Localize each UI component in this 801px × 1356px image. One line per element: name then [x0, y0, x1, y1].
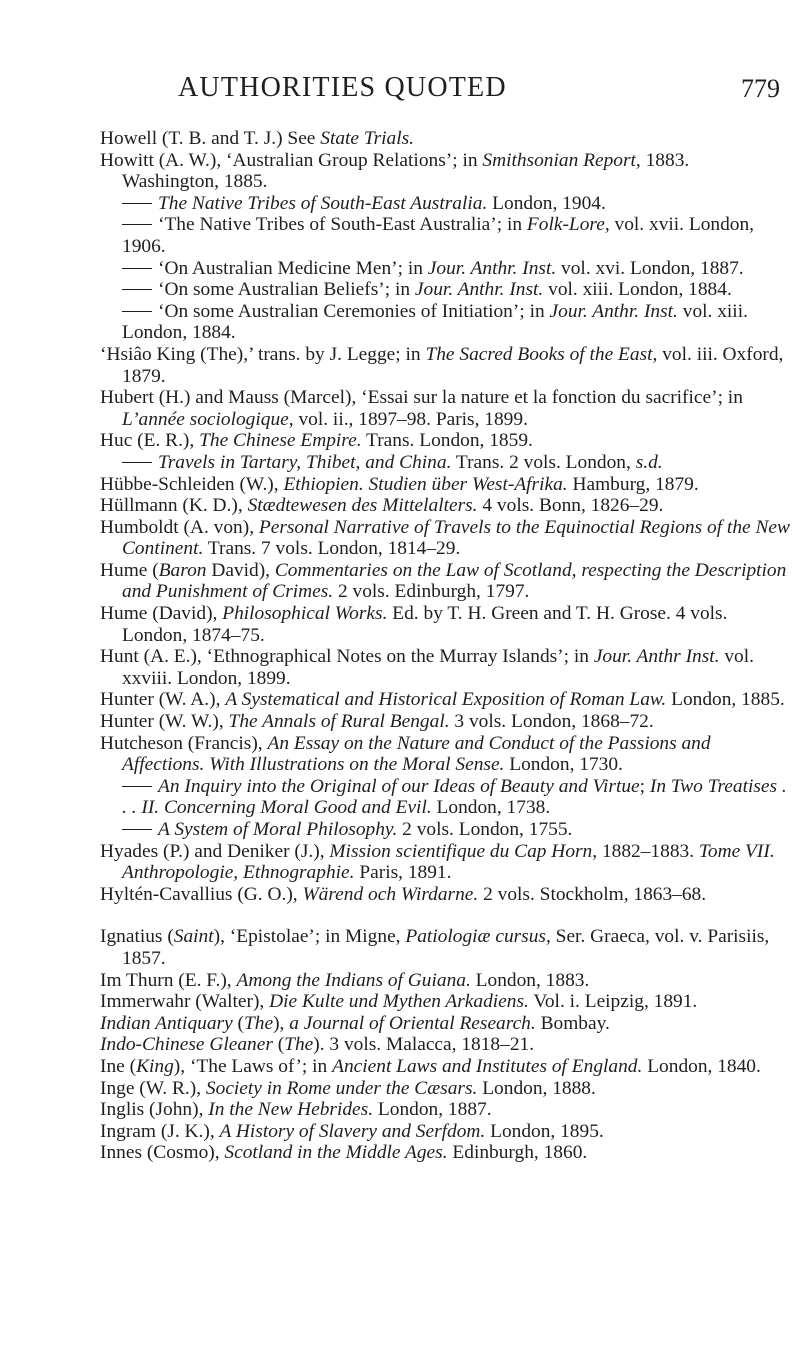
entry-text: Hyades (P.) and Deniker (J.), — [100, 840, 330, 862]
entry-text: 2 vols. London, 1755. — [397, 819, 573, 840]
entry-text: Ine ( — [100, 1055, 137, 1077]
entry-text: ‘On some Australian Ceremonies of Initiation’; in — [158, 300, 550, 322]
bibliography-entry — [100, 214, 790, 257]
entry-text: Trans. 7 vols. London, 1814–29. — [203, 538, 461, 560]
bibliography-entry — [100, 970, 790, 992]
bibliography-entry — [100, 474, 790, 496]
entry-text: ‘On some Australian Beliefs’; in — [158, 279, 415, 301]
bibliography-entry — [100, 193, 790, 215]
ditto-dash — [122, 224, 152, 225]
ditto-dash — [122, 462, 152, 463]
page-header — [100, 72, 780, 112]
entry-title-italic: s.d. — [635, 451, 663, 473]
entry-text: ), — [273, 1012, 290, 1034]
entry-text: Hunt (A. E.), ‘Ethnographical Notes on the Murray Islands’; in — [100, 646, 594, 668]
entry-text: , vol. xvii. London, 1906. — [122, 214, 755, 257]
entry-title-italic: Commentaries on the Law of Scotland, respecting the Description and Punishment of Crimes. — [122, 559, 787, 603]
entry-title-italic: King — [136, 1055, 174, 1077]
ditto-dash — [122, 311, 152, 312]
entry-title-italic: Travels in Tartary, Thibet, and China. — [158, 451, 452, 473]
entry-text: 3 vols. London, 1868–72. — [449, 711, 654, 733]
entry-title-italic: The Sacred Books of the East — [425, 343, 653, 365]
bibliography-entry — [100, 128, 790, 150]
entry-title-italic: Die Kulte und Mythen Arkadiens. — [269, 991, 529, 1013]
entry-title-italic: In the New Hebrides. — [208, 1099, 374, 1121]
bibliography-entry — [100, 884, 790, 906]
entry-text: , vol. ii., 1897–98. Paris, 1899. — [288, 408, 528, 430]
entry-title-italic: The Chinese Empire. — [199, 430, 362, 452]
entry-text: ( — [272, 1034, 285, 1056]
bibliography-entry — [100, 517, 790, 560]
entry-text: Im Thurn (E. F.), — [100, 969, 237, 991]
entry-title-italic: Mission scientifique du Cap Horn — [329, 840, 593, 862]
bibliography-entry — [100, 1121, 790, 1143]
entry-text: London, 1730. — [504, 754, 623, 776]
ditto-dash — [122, 268, 152, 269]
entry-title-italic: Stædtewesen des Mittelalters. — [247, 495, 478, 517]
bibliography-entry — [100, 387, 790, 430]
entry-text: Hyltén-Cavallius (G. O.), — [100, 883, 303, 905]
entry-text: Hume ( — [100, 559, 159, 581]
entry-title-italic: The Annals of Rural Bengal. — [228, 711, 450, 733]
entry-title-italic: Patiologiæ cursus — [405, 926, 546, 948]
entry-title-italic: Saint — [173, 926, 214, 948]
bibliography-entry — [100, 301, 790, 344]
entry-text: Immerwahr (Walter), — [100, 991, 270, 1013]
bibliography-entry — [100, 733, 790, 776]
entry-text: vol. xxviii. London, 1899. — [122, 646, 754, 689]
entry-title-italic: In Two Treatises . . . II. Concerning Moral Good and Evil. — [122, 775, 787, 819]
entry-title-italic: The Native Tribes of South-East Australia. — [158, 192, 488, 214]
bibliography-entry — [100, 926, 790, 969]
bibliography-entry — [100, 150, 790, 193]
entry-title-italic: Indian Antiquary — [100, 1012, 233, 1034]
entry-text: Inge (W. R.), — [100, 1077, 206, 1099]
entry-text: London, 1885. — [666, 689, 785, 711]
bibliography-entry — [100, 344, 790, 387]
entry-text: Ed. by T. H. Green and T. H. Grose. 4 vols. London, 1874–75. — [122, 603, 728, 646]
entry-text: Howell (T. B. and T. J.) See — [100, 128, 321, 149]
entry-text: David), — [206, 559, 275, 581]
entry-text: Hamburg, 1879. — [567, 473, 699, 495]
entry-text: Humboldt (A. von), — [100, 516, 259, 538]
entry-title-italic: Jour. Anthr. Inst. — [414, 279, 544, 301]
bibliography-entry — [100, 841, 790, 884]
page-number: 779 — [741, 74, 780, 103]
entry-title-italic: Scotland in the Middle Ages. — [224, 1142, 448, 1164]
entry-text: 2 vols. Stockholm, 1863–68. — [478, 883, 707, 905]
entry-title-italic: Personal Narrative of Travels to the Equinoctial Regions of the New Continent. — [122, 516, 790, 560]
entry-text: vol. xiii. London, 1884. — [543, 279, 732, 301]
bibliography-entry — [100, 430, 790, 452]
bibliography-entry — [100, 991, 790, 1013]
entry-text: London, 1904. — [487, 192, 606, 214]
bibliography-entry — [100, 819, 790, 841]
bibliography-entry — [100, 560, 790, 603]
bibliography-entry — [100, 495, 790, 517]
entry-title-italic: L’année sociologique — [122, 408, 289, 430]
bibliography-entry — [100, 1034, 790, 1056]
entry-title-italic: Jour. Anthr. Inst. — [427, 257, 557, 279]
entry-title-italic: Philosophical Works. — [222, 603, 388, 625]
entry-text: London, 1888. — [477, 1077, 596, 1099]
ditto-dash — [122, 203, 152, 204]
entry-text: Ingram (J. K.), — [100, 1120, 220, 1142]
entry-title-italic: Ethiopien. Studien über West-Afrika. — [283, 473, 568, 495]
bibliography-entry — [100, 603, 790, 646]
entry-text: ‘Hsiâo King (The),’ trans. by J. Legge; in — [100, 343, 426, 365]
entry-text: , Ser. Graeca, vol. v. Parisiis, 1857. — [122, 926, 770, 969]
bibliography-list — [100, 128, 790, 1164]
entry-text: ), ‘The Laws of’; in — [173, 1055, 333, 1077]
entry-text: Hubert (H.) and Mauss (Marcel), ‘Essai sur la nature et la fonction du sacrifice’; in — [100, 387, 743, 409]
entry-title-italic: Jour. Anthr Inst. — [593, 646, 720, 668]
entry-text: Innes (Cosmo), — [100, 1142, 225, 1164]
ditto-dash — [122, 829, 152, 830]
entry-title-italic: Among the Indians of Guiana. — [236, 969, 471, 991]
bibliography-entry — [100, 279, 790, 301]
entry-text: Vol. i. Leipzig, 1891. — [528, 991, 698, 1013]
bibliography-entry — [100, 1142, 790, 1164]
entry-text: London, 1840. — [642, 1055, 761, 1077]
entry-text: Inglis (John), — [100, 1099, 209, 1121]
entry-title-italic: A Systematical and Historical Exposition of Roman Law. — [225, 689, 667, 711]
entry-text: Trans. 2 vols. London, — [451, 451, 636, 473]
entry-text: Hüllmann (K. D.), — [100, 495, 248, 517]
entry-text: ; — [639, 775, 650, 797]
entry-text: vol. xvi. London, 1887. — [556, 257, 744, 279]
entry-text: Edinburgh, 1860. — [447, 1142, 588, 1164]
entry-text: 2 vols. Edinburgh, 1797. — [333, 581, 530, 603]
entry-text: ‘The Native Tribes of South-East Australia’; in — [158, 214, 527, 236]
entry-text: , 1882–1883. — [592, 840, 699, 862]
entry-title-italic: Folk-Lore — [526, 214, 605, 236]
entry-text: , vol. iii. Oxford, 1879. — [122, 343, 784, 387]
ditto-dash — [122, 289, 152, 290]
entry-title-italic: State Trials. — [320, 128, 415, 149]
bibliography-entry — [100, 776, 790, 819]
bibliography-entry — [100, 689, 790, 711]
entry-title-italic: Wärend och Wirdarne. — [302, 883, 479, 905]
bibliography-entry — [100, 1078, 790, 1100]
entry-text: ( — [232, 1012, 244, 1034]
entry-title-italic: Indo-Chinese Gleaner — [100, 1034, 273, 1056]
entry-text: Howitt (A. W.), ‘Australian Group Relations’; in — [100, 149, 483, 171]
entry-text: Hume (David), — [100, 603, 223, 625]
entry-text: ), ‘Epistolae’; in Migne, — [213, 926, 406, 948]
entry-text: Hutcheson (Francis), — [100, 732, 268, 754]
entry-title-italic: The — [244, 1012, 274, 1034]
bibliography-entry — [100, 1013, 790, 1035]
entry-text: ). 3 vols. Malacca, 1818–21. — [313, 1034, 535, 1056]
entry-title-italic: Ancient Laws and Institutes of England. — [332, 1055, 643, 1077]
entry-text: Hunter (W. A.), — [100, 689, 226, 711]
bibliography-entry — [100, 646, 790, 689]
running-head: AUTHORITIES QUOTED — [178, 72, 507, 103]
entry-text: Bombay. — [535, 1012, 610, 1034]
entry-title-italic: Smithsonian Report — [482, 149, 636, 171]
bibliography-entry — [100, 258, 790, 280]
entry-title-italic: Tome VII. Anthropologie, Ethnographie. — [122, 840, 775, 884]
entry-text: London, 1887. — [373, 1099, 492, 1121]
bibliography-entry — [100, 1099, 790, 1121]
bibliography-entry — [100, 711, 790, 733]
entry-title-italic: Jour. Anthr. Inst. — [549, 300, 678, 322]
entry-text: London, 1883. — [470, 969, 590, 991]
bibliography-entry — [100, 1056, 790, 1078]
entry-title-italic: a Journal of Oriental Research. — [289, 1012, 536, 1034]
entry-text: Huc (E. R.), — [100, 430, 200, 452]
entry-text: , 1883. Washington, 1885. — [122, 149, 690, 193]
entry-title-italic: A History of Slavery and Serfdom. — [219, 1120, 486, 1142]
entry-text: Ignatius ( — [100, 926, 174, 948]
entry-title-italic: Baron — [158, 559, 207, 581]
entry-text: London, 1738. — [431, 797, 551, 819]
entry-text: vol. xiii. London, 1884. — [122, 300, 748, 344]
entry-text: Hübbe-Schleiden (W.), — [100, 473, 284, 495]
entry-title-italic: The — [284, 1034, 314, 1056]
entry-text: Paris, 1891. — [354, 862, 452, 884]
entry-text: Hunter (W. W.), — [100, 711, 229, 733]
entry-title-italic: A System of Moral Philosophy. — [158, 819, 398, 840]
bibliography-entry — [100, 452, 790, 474]
ditto-dash — [122, 786, 152, 787]
entry-text: London, 1895. — [485, 1120, 604, 1142]
entry-text: ‘On Australian Medicine Men’; in — [158, 257, 428, 279]
entry-title-italic: Society in Rome under the Cæsars. — [205, 1077, 478, 1099]
entry-text: Trans. London, 1859. — [361, 430, 533, 452]
entry-title-italic: An Essay on the Nature and Conduct of the Passions and Affections. With Illustrations on the Moral Sense. — [122, 732, 711, 776]
entry-text: 4 vols. Bonn, 1826–29. — [477, 495, 664, 517]
entry-title-italic: An Inquiry into the Original of our Ideas of Beauty and Virtue — [158, 775, 640, 797]
